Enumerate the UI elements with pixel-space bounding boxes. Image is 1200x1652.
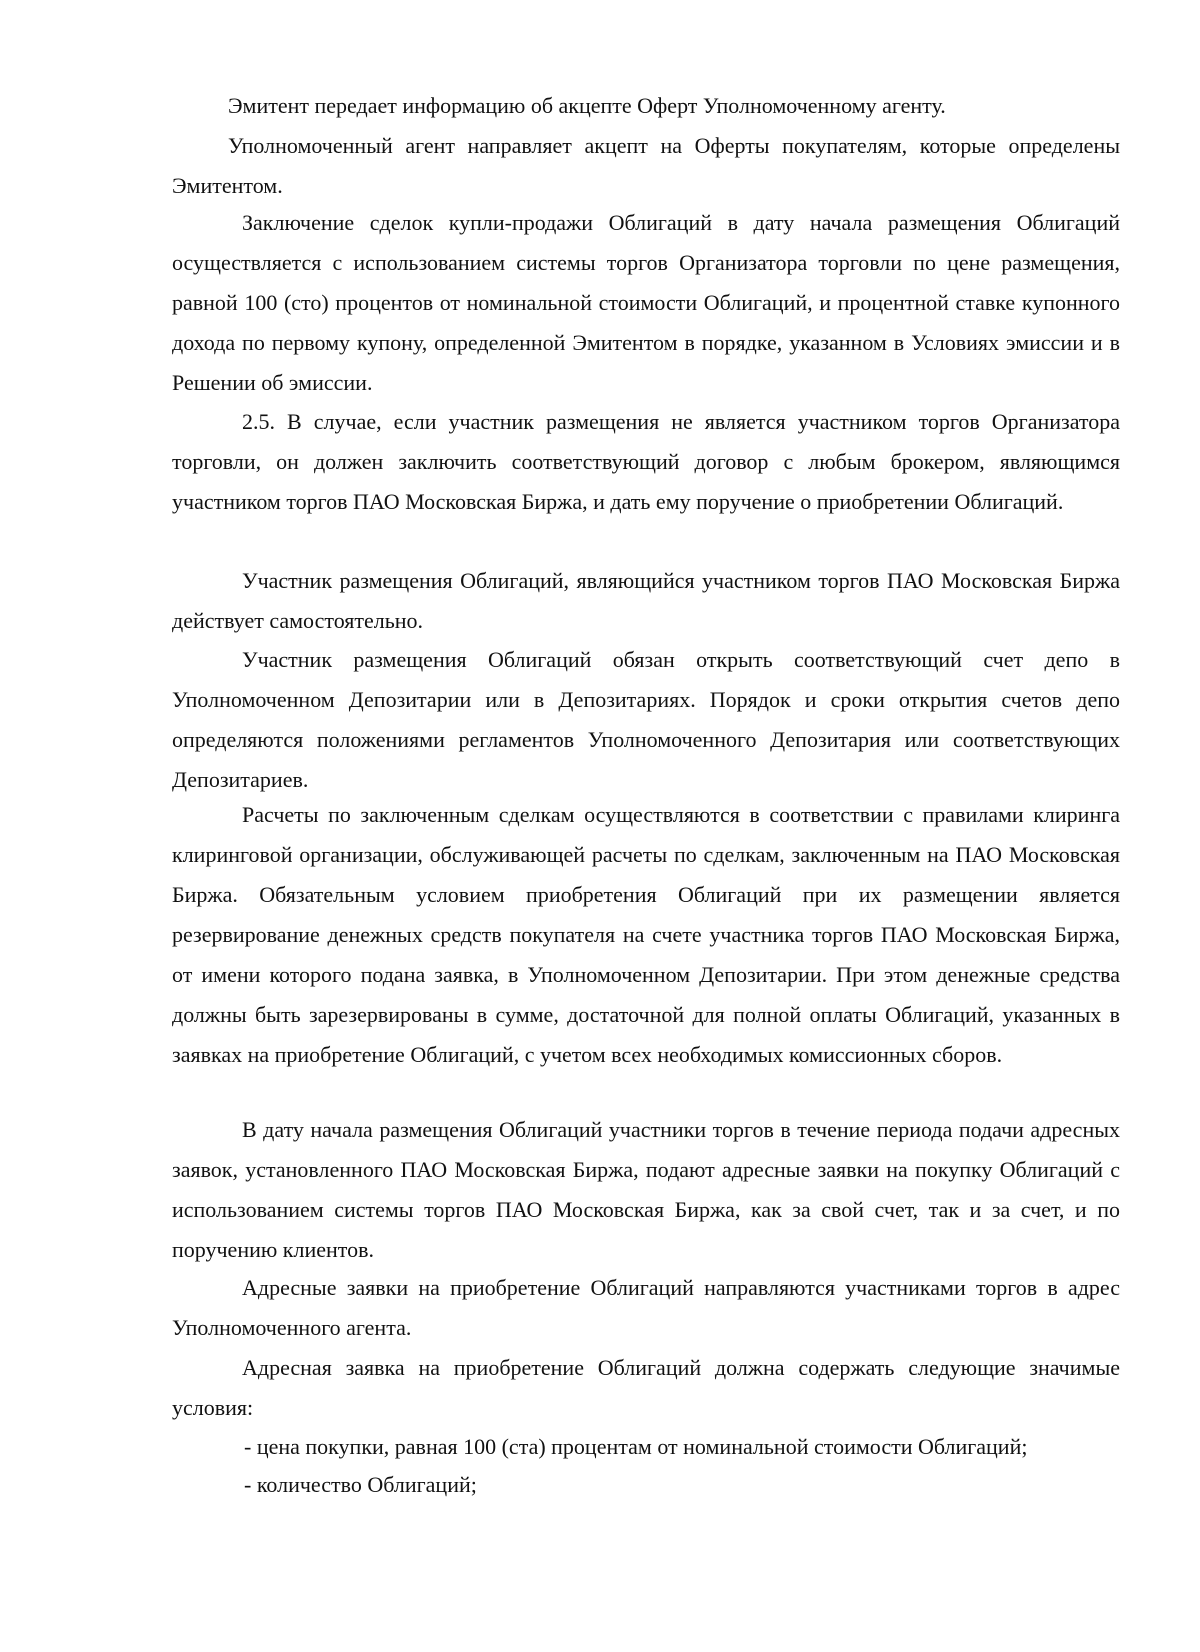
paragraph-agent-acceptance: Уполномоченный агент направляет акцепт на Оферты покупателям, которые определены Эмитентом. xyxy=(172,133,1120,198)
paragraph-emitter-acceptance: Эмитент передает информацию об акцепте Оферт Уполномоченному агенту. xyxy=(228,93,946,118)
paragraph-deal-conclusion: Заключение сделок купли-продажи Облигаций в дату начала размещения Облигаций осуществляется с использованием системы торгов Организатора торговли по цене размещения, равной 100 (сто) процентов от номинальной стоимости Облигаций, и процентной ставке купонного дохода по первому купону, определенной Эмитентом в порядке, указанном в Условиях эмиссии и в Решении об эмиссии. xyxy=(172,210,1120,395)
paragraph-depo-account: Участник размещения Облигаций обязан открыть соответствующий счет депо в Уполномоченном Депозитарии или в Депозитариях. Порядок и сроки открытия счетов депо определяются положениями регламентов Уполномоченного Депозитария или соответствующих Депозитариев. xyxy=(172,647,1120,792)
paragraph-independent-participant: Участник размещения Облигаций, являющийся участником торгов ПАО Московская Биржа действует самостоятельно. xyxy=(172,568,1120,633)
paragraph-orders-direction: Адресные заявки на приобретение Облигаций направляются участниками торгов в адрес Уполномоченного агента. xyxy=(172,1275,1120,1340)
paragraph-addressed-orders: В дату начала размещения Облигаций участники торгов в течение периода подачи адресных заявок, установленного ПАО Московская Биржа, подают адресные заявки на покупку Облигаций с использованием системы торгов ПАО Московская Биржа, как за свой счет, так и за счет, и по поручению клиентов. xyxy=(172,1117,1120,1262)
paragraph-section-2-5: 2.5. В случае, если участник размещения не является участником торгов Организатора торговли, он должен заключить соответствующий договор с любым брокером, являющимся участником торгов ПАО Московская Биржа, и дать ему поручение о приобретении Облигаций. xyxy=(172,409,1120,514)
list-item-purchase-price: - цена покупки, равная 100 (ста) процентам от номинальной стоимости Облигаций; xyxy=(244,1434,1028,1459)
paragraph-order-conditions: Адресная заявка на приобретение Облигаций должна содержать следующие значимые условия: xyxy=(172,1355,1120,1420)
list-item-bond-quantity: - количество Облигаций; xyxy=(244,1472,477,1497)
paragraph-settlements: Расчеты по заключенным сделкам осуществляются в соответствии с правилами клиринга клиринговой организации, обслуживающей расчеты по сделкам, заключенным на ПАО Московская Биржа. Обязательным условием приобретения Облигаций при их размещении является резервирование денежных средств покупателя на счете участника торгов ПАО Московская Биржа, от имени которого подана заявка, в Уполномоченном Депозитарии. При этом денежные средства должны быть зарезервированы в сумме, достаточной для полной оплаты Облигаций, указанных в заявках на приобретение Облигаций, с учетом всех необходимых комиссионных сборов. xyxy=(172,802,1120,1067)
